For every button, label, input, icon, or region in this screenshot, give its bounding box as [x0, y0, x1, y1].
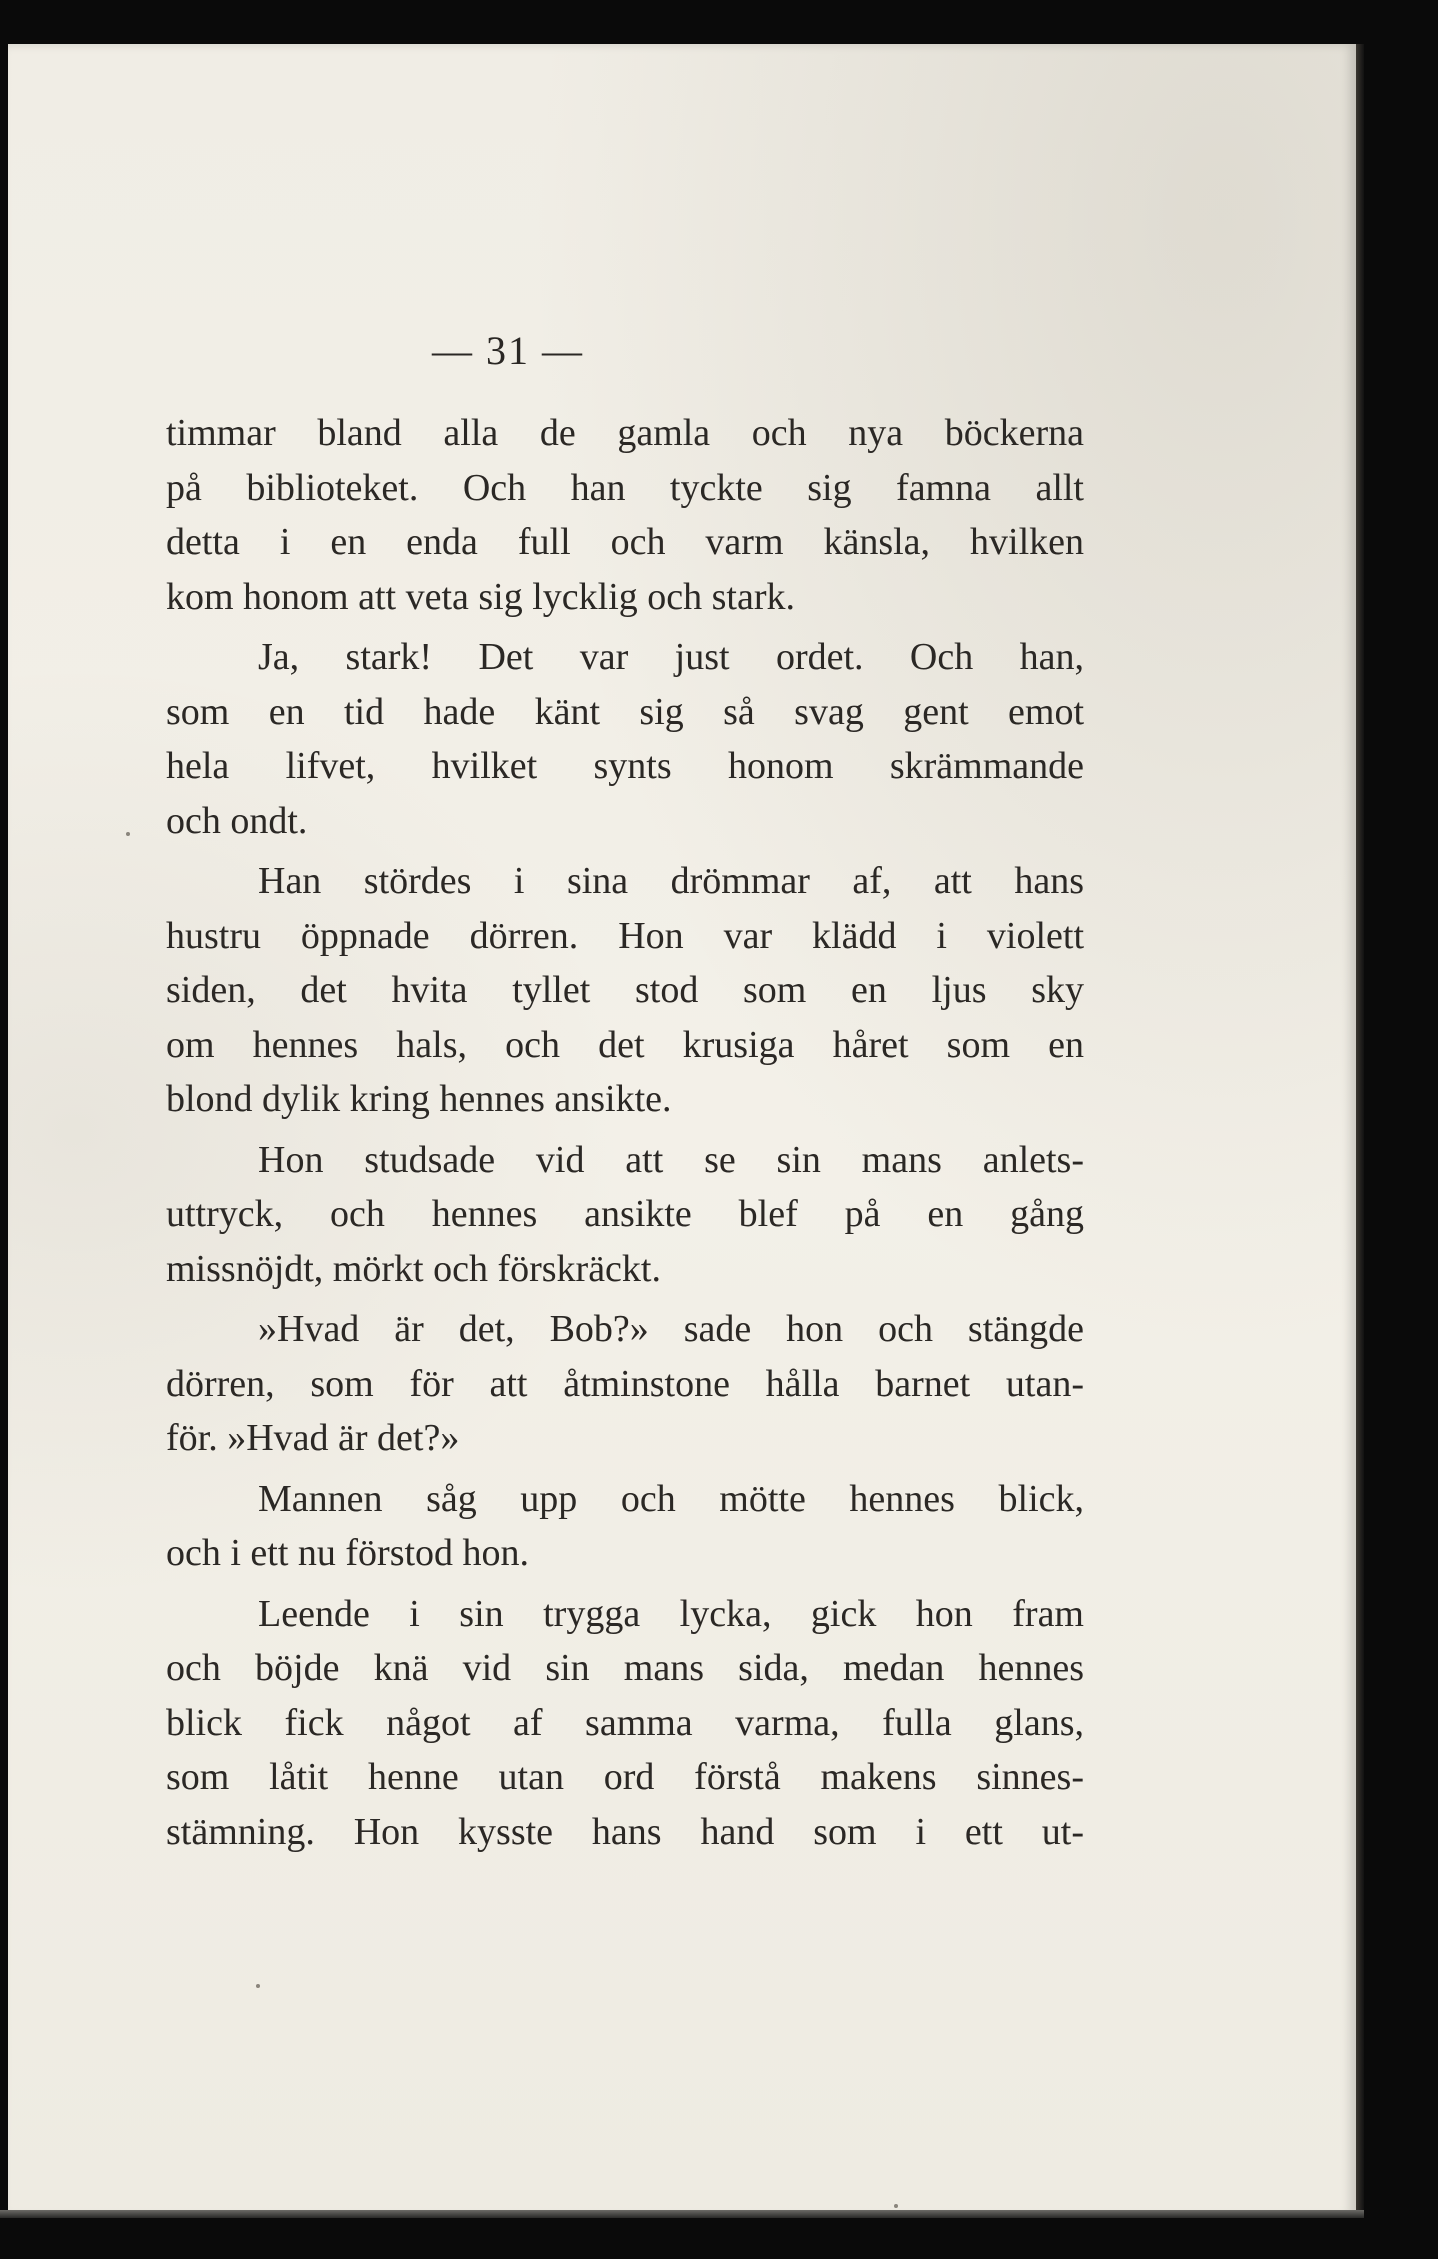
text-line: som en tid hade känt sig så svag gent emot — [166, 690, 1084, 733]
text-line: på biblioteket. Och han tyckte sig famna allt — [166, 466, 1084, 509]
paragraph — [166, 854, 1084, 1127]
paragraph — [166, 1472, 1084, 1581]
paragraph — [166, 630, 1084, 848]
book-page — [8, 44, 1356, 2217]
text-line: hela lifvet, hvilket synts honom skrämmande — [166, 745, 1084, 787]
text-line: och ondt. — [166, 799, 308, 842]
text-line: för. »Hvad är det?» — [166, 1417, 460, 1459]
text-line: timmar bland alla de gamla och nya böckerna — [166, 412, 1084, 454]
paragraph — [166, 406, 1084, 624]
text-line: blick fick något af samma varma, fulla glans, — [166, 1701, 1084, 1744]
paper-speck — [894, 2204, 898, 2208]
text-line: siden, det hvita tyllet stod som en ljus sky — [166, 969, 1084, 1011]
text-line: Mannen såg upp och mötte hennes blick, — [258, 1477, 1084, 1520]
text-line: »Hvad är det, Bob?» sade hon och stängde — [258, 1308, 1084, 1350]
text-line: blond dylik kring hennes ansikte. — [166, 1078, 672, 1120]
page-bottom-edge — [0, 2210, 1364, 2218]
text-line: hustru öppnade dörren. Hon var klädd i violett — [166, 914, 1084, 957]
page-right-edge — [1356, 44, 1364, 2217]
text-line: missnöjdt, mörkt och förskräckt. — [166, 1247, 661, 1290]
body-text — [166, 406, 1084, 1859]
text-line: uttryck, och hennes ansikte blef på en gång — [166, 1193, 1084, 1235]
text-line: som låtit henne utan ord förstå makens sinnes- — [166, 1756, 1084, 1798]
text-line: stämning. Hon kysste hans hand som i ett ut- — [166, 1810, 1084, 1853]
text-line: detta i en enda full och varm känsla, hvilken — [166, 521, 1084, 563]
text-line: Leende i sin trygga lycka, gick hon fram — [258, 1592, 1084, 1635]
paragraph — [166, 1302, 1084, 1466]
paper-speck — [126, 832, 130, 836]
page-number: — 31 — — [432, 328, 584, 373]
paper-speck — [256, 1984, 260, 1988]
text-line: och i ett nu förstod hon. — [166, 1532, 530, 1574]
paragraph — [166, 1587, 1084, 1860]
paragraph — [166, 1133, 1084, 1297]
text-line: om hennes hals, och det krusiga håret som en — [166, 1023, 1084, 1066]
text-line: och böjde knä vid sin mans sida, medan hennes — [166, 1647, 1084, 1689]
text-line: dörren, som för att åtminstone hålla barnet utan- — [166, 1362, 1084, 1405]
text-line: kom honom att veta sig lycklig och stark. — [166, 575, 796, 618]
text-line: Hon studsade vid att se sin mans anlets- — [258, 1138, 1084, 1181]
text-line: Han stördes i sina drömmar af, att hans — [258, 860, 1084, 902]
text-line: Ja, stark! Det var just ordet. Och han, — [258, 636, 1084, 678]
